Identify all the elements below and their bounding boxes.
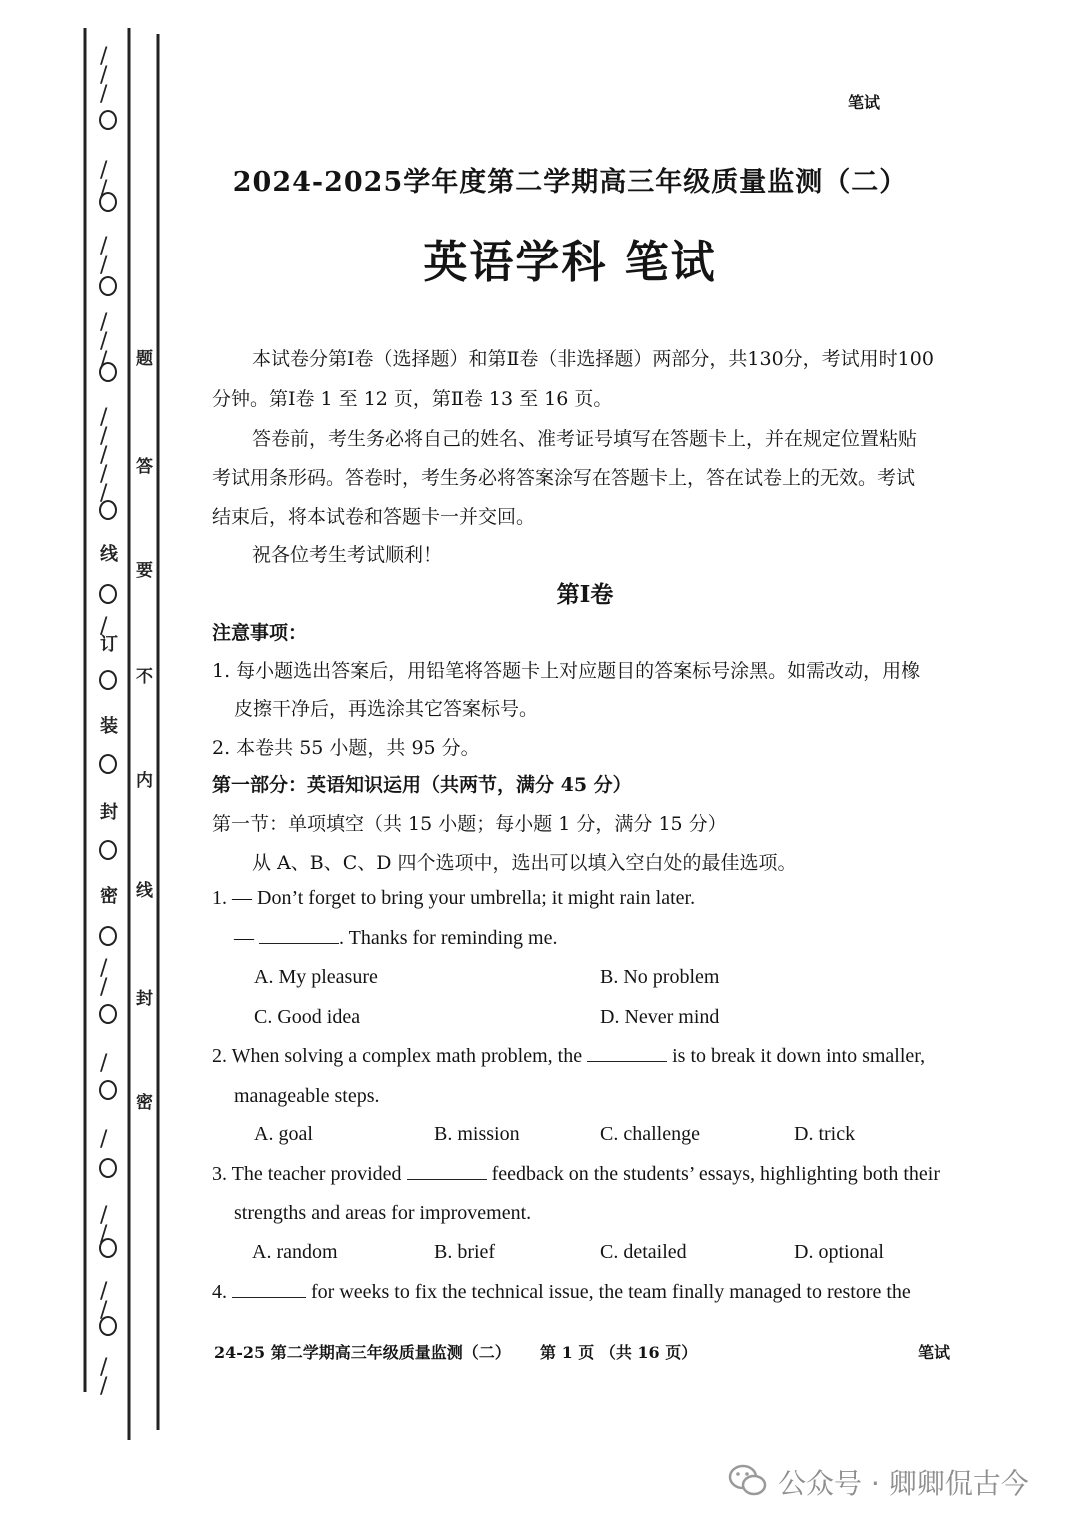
margin-slash: / bbox=[100, 177, 108, 202]
margin-slash: / bbox=[100, 1051, 108, 1076]
exam-title: 2024-2025学年度第二学期高三年级质量监测（二） bbox=[232, 167, 908, 198]
inner-word-feng: 封 bbox=[136, 989, 153, 1009]
margin-slash: / bbox=[100, 348, 108, 373]
option-d: D. trick bbox=[794, 1123, 856, 1145]
note-2: 2. 本卷共 55 小题，共 95 分。 bbox=[212, 737, 480, 759]
option-c: C. detailed bbox=[600, 1241, 687, 1263]
option-c: C. Good idea bbox=[254, 1006, 361, 1028]
intro-wish: 祝各位考生考试顺利！ bbox=[252, 544, 443, 566]
margin-circle bbox=[99, 110, 117, 130]
intro-line: 考试用条形码。答卷时，考生务必将答案涂写在答题卡上，答在试卷上的无效。考试 bbox=[212, 467, 916, 489]
stem-post: is to break it down into smaller, bbox=[672, 1045, 926, 1067]
margin-slash: / bbox=[100, 158, 108, 183]
margin-slash: / bbox=[100, 975, 108, 1000]
margin-slash: / bbox=[100, 481, 108, 506]
inner-word-ti: 题 bbox=[136, 349, 153, 369]
question-3-stem bbox=[212, 1163, 940, 1186]
question-3-cont: strengths and areas for improvement. bbox=[234, 1202, 532, 1224]
notes-heading: 注意事项： bbox=[212, 622, 308, 644]
margin-slash: / bbox=[100, 405, 108, 430]
margin-circle bbox=[99, 754, 117, 774]
stem-pre: 4. bbox=[212, 1281, 227, 1303]
question-2-cont: manageable steps. bbox=[234, 1085, 380, 1107]
margin-slash: / bbox=[100, 253, 108, 278]
margin-circle bbox=[99, 1316, 117, 1336]
margin-circle bbox=[99, 1080, 117, 1100]
option-a: A. goal bbox=[254, 1123, 313, 1145]
margin-circle bbox=[99, 500, 117, 520]
margin-circle bbox=[99, 840, 117, 860]
answer-blank bbox=[259, 927, 339, 944]
margin-word-feng: 封 bbox=[100, 802, 118, 823]
margin-slash: / bbox=[100, 462, 108, 487]
margin-slash: / bbox=[100, 82, 108, 107]
exam-subject: 英语学科 笔试 bbox=[423, 237, 717, 288]
margin-slash: / bbox=[100, 44, 108, 69]
stem-pre: 2. When solving a complex math problem, the bbox=[212, 1045, 583, 1067]
margin-word-zhuang: 装 bbox=[100, 716, 118, 737]
option-a: A. random bbox=[252, 1241, 338, 1263]
inner-word-nei: 内 bbox=[136, 771, 153, 791]
option-d: D. optional bbox=[794, 1241, 884, 1263]
margin-circle bbox=[99, 1004, 117, 1024]
margin-slash: / bbox=[100, 1222, 108, 1247]
question-1-stem: 1. — Don’t forget to bring your umbrella; it might rain later. bbox=[212, 887, 696, 909]
margin-circle bbox=[99, 1158, 117, 1178]
instruction: 从 A、B、C、D 四个选项中，选出可以填入空白处的最佳选项。 bbox=[252, 852, 797, 874]
margin-word-xian: 线 bbox=[100, 544, 118, 565]
margin-slash: / bbox=[100, 614, 108, 639]
margin-slash: / bbox=[100, 1374, 108, 1399]
option-b: B. mission bbox=[434, 1123, 520, 1145]
question-1-reply bbox=[234, 927, 557, 950]
question-4-stem bbox=[212, 1281, 911, 1304]
reply-text: . Thanks for reminding me. bbox=[339, 927, 558, 949]
margin-slash: / bbox=[100, 234, 108, 259]
intro-line: 答卷前，考生务必将自己的姓名、准考证号填写在答题卡上，并在规定位置粘贴 bbox=[252, 428, 918, 450]
answer-blank bbox=[587, 1045, 667, 1062]
option-b: B. No problem bbox=[600, 966, 720, 988]
note-1-cont: 皮擦干净后，再选涂其它答案标号。 bbox=[234, 698, 539, 720]
question-2-stem bbox=[212, 1045, 925, 1068]
intro-line: 结束后，将本试卷和答题卡一并交回。 bbox=[212, 506, 536, 528]
margin-slash: / bbox=[100, 956, 108, 981]
margin-slash: / bbox=[100, 1127, 108, 1152]
option-d: D. Never mind bbox=[600, 1006, 720, 1028]
wechat-icon bbox=[728, 1464, 768, 1498]
margin-slash: / bbox=[100, 1279, 108, 1304]
stem-pre: 3. The teacher provided bbox=[212, 1163, 402, 1185]
inner-word-yao: 要 bbox=[136, 561, 153, 581]
inner-word-da: 答 bbox=[136, 457, 153, 477]
margin-slash: / bbox=[100, 310, 108, 335]
stem-post: feedback on the students’ essays, highlighting both their bbox=[491, 1163, 940, 1185]
watermark: 公众号 · 卿卿侃古今 bbox=[778, 1467, 1029, 1500]
stem-post: for weeks to fix the technical issue, the team finally managed to restore the bbox=[311, 1281, 911, 1303]
margin-slash: / bbox=[100, 443, 108, 468]
section-title: 第Ⅰ卷 bbox=[556, 581, 614, 608]
answer-blank bbox=[232, 1281, 306, 1298]
option-a: A. My pleasure bbox=[254, 966, 378, 988]
inner-word-xian: 线 bbox=[136, 881, 153, 901]
footer-right: 笔试 bbox=[918, 1343, 951, 1362]
margin-circle bbox=[99, 1238, 117, 1258]
margin-circle bbox=[99, 362, 117, 382]
margin-slash: / bbox=[100, 1203, 108, 1228]
footer-page: 第 1 页 （共 16 页） bbox=[540, 1343, 698, 1362]
dash: — bbox=[234, 927, 254, 949]
header-tag: 笔试 bbox=[848, 93, 881, 112]
inner-word-mi: 密 bbox=[136, 1093, 153, 1113]
option-b: B. brief bbox=[434, 1241, 496, 1263]
section-heading: 第一节：单项填空（共 15 小题；每小题 1 分，满分 15 分） bbox=[212, 813, 727, 835]
option-c: C. challenge bbox=[600, 1123, 700, 1145]
margin-slash: / bbox=[100, 1355, 108, 1380]
note-1: 1. 每小题选出答案后，用铅笔将答题卡上对应题目的答案标号涂黑。如需改动，用橡 bbox=[212, 660, 921, 682]
margin-word-mi: 密 bbox=[100, 886, 118, 907]
margin-slash: / bbox=[100, 1298, 108, 1323]
footer-left: 24-25 第二学期高三年级质量监测（二） bbox=[214, 1343, 511, 1362]
margin-slash: / bbox=[100, 329, 108, 354]
margin-word-ding: 订 bbox=[100, 634, 118, 655]
margin-slash: / bbox=[100, 63, 108, 88]
intro-line: 分钟。第Ⅰ卷 1 至 12 页，第Ⅱ卷 13 至 16 页。 bbox=[212, 388, 613, 410]
inner-word-bu: 不 bbox=[136, 667, 153, 687]
answer-blank bbox=[407, 1163, 487, 1180]
intro-line: 本试卷分第Ⅰ卷（选择题）和第Ⅱ卷（非选择题）两部分，共130分，考试用时100 bbox=[252, 348, 934, 370]
margin-slash: / bbox=[100, 424, 108, 449]
margin-circle bbox=[99, 926, 117, 946]
part-heading: 第一部分：英语知识运用（共两节，满分 45 分） bbox=[212, 774, 632, 796]
margin-circle bbox=[99, 670, 117, 690]
